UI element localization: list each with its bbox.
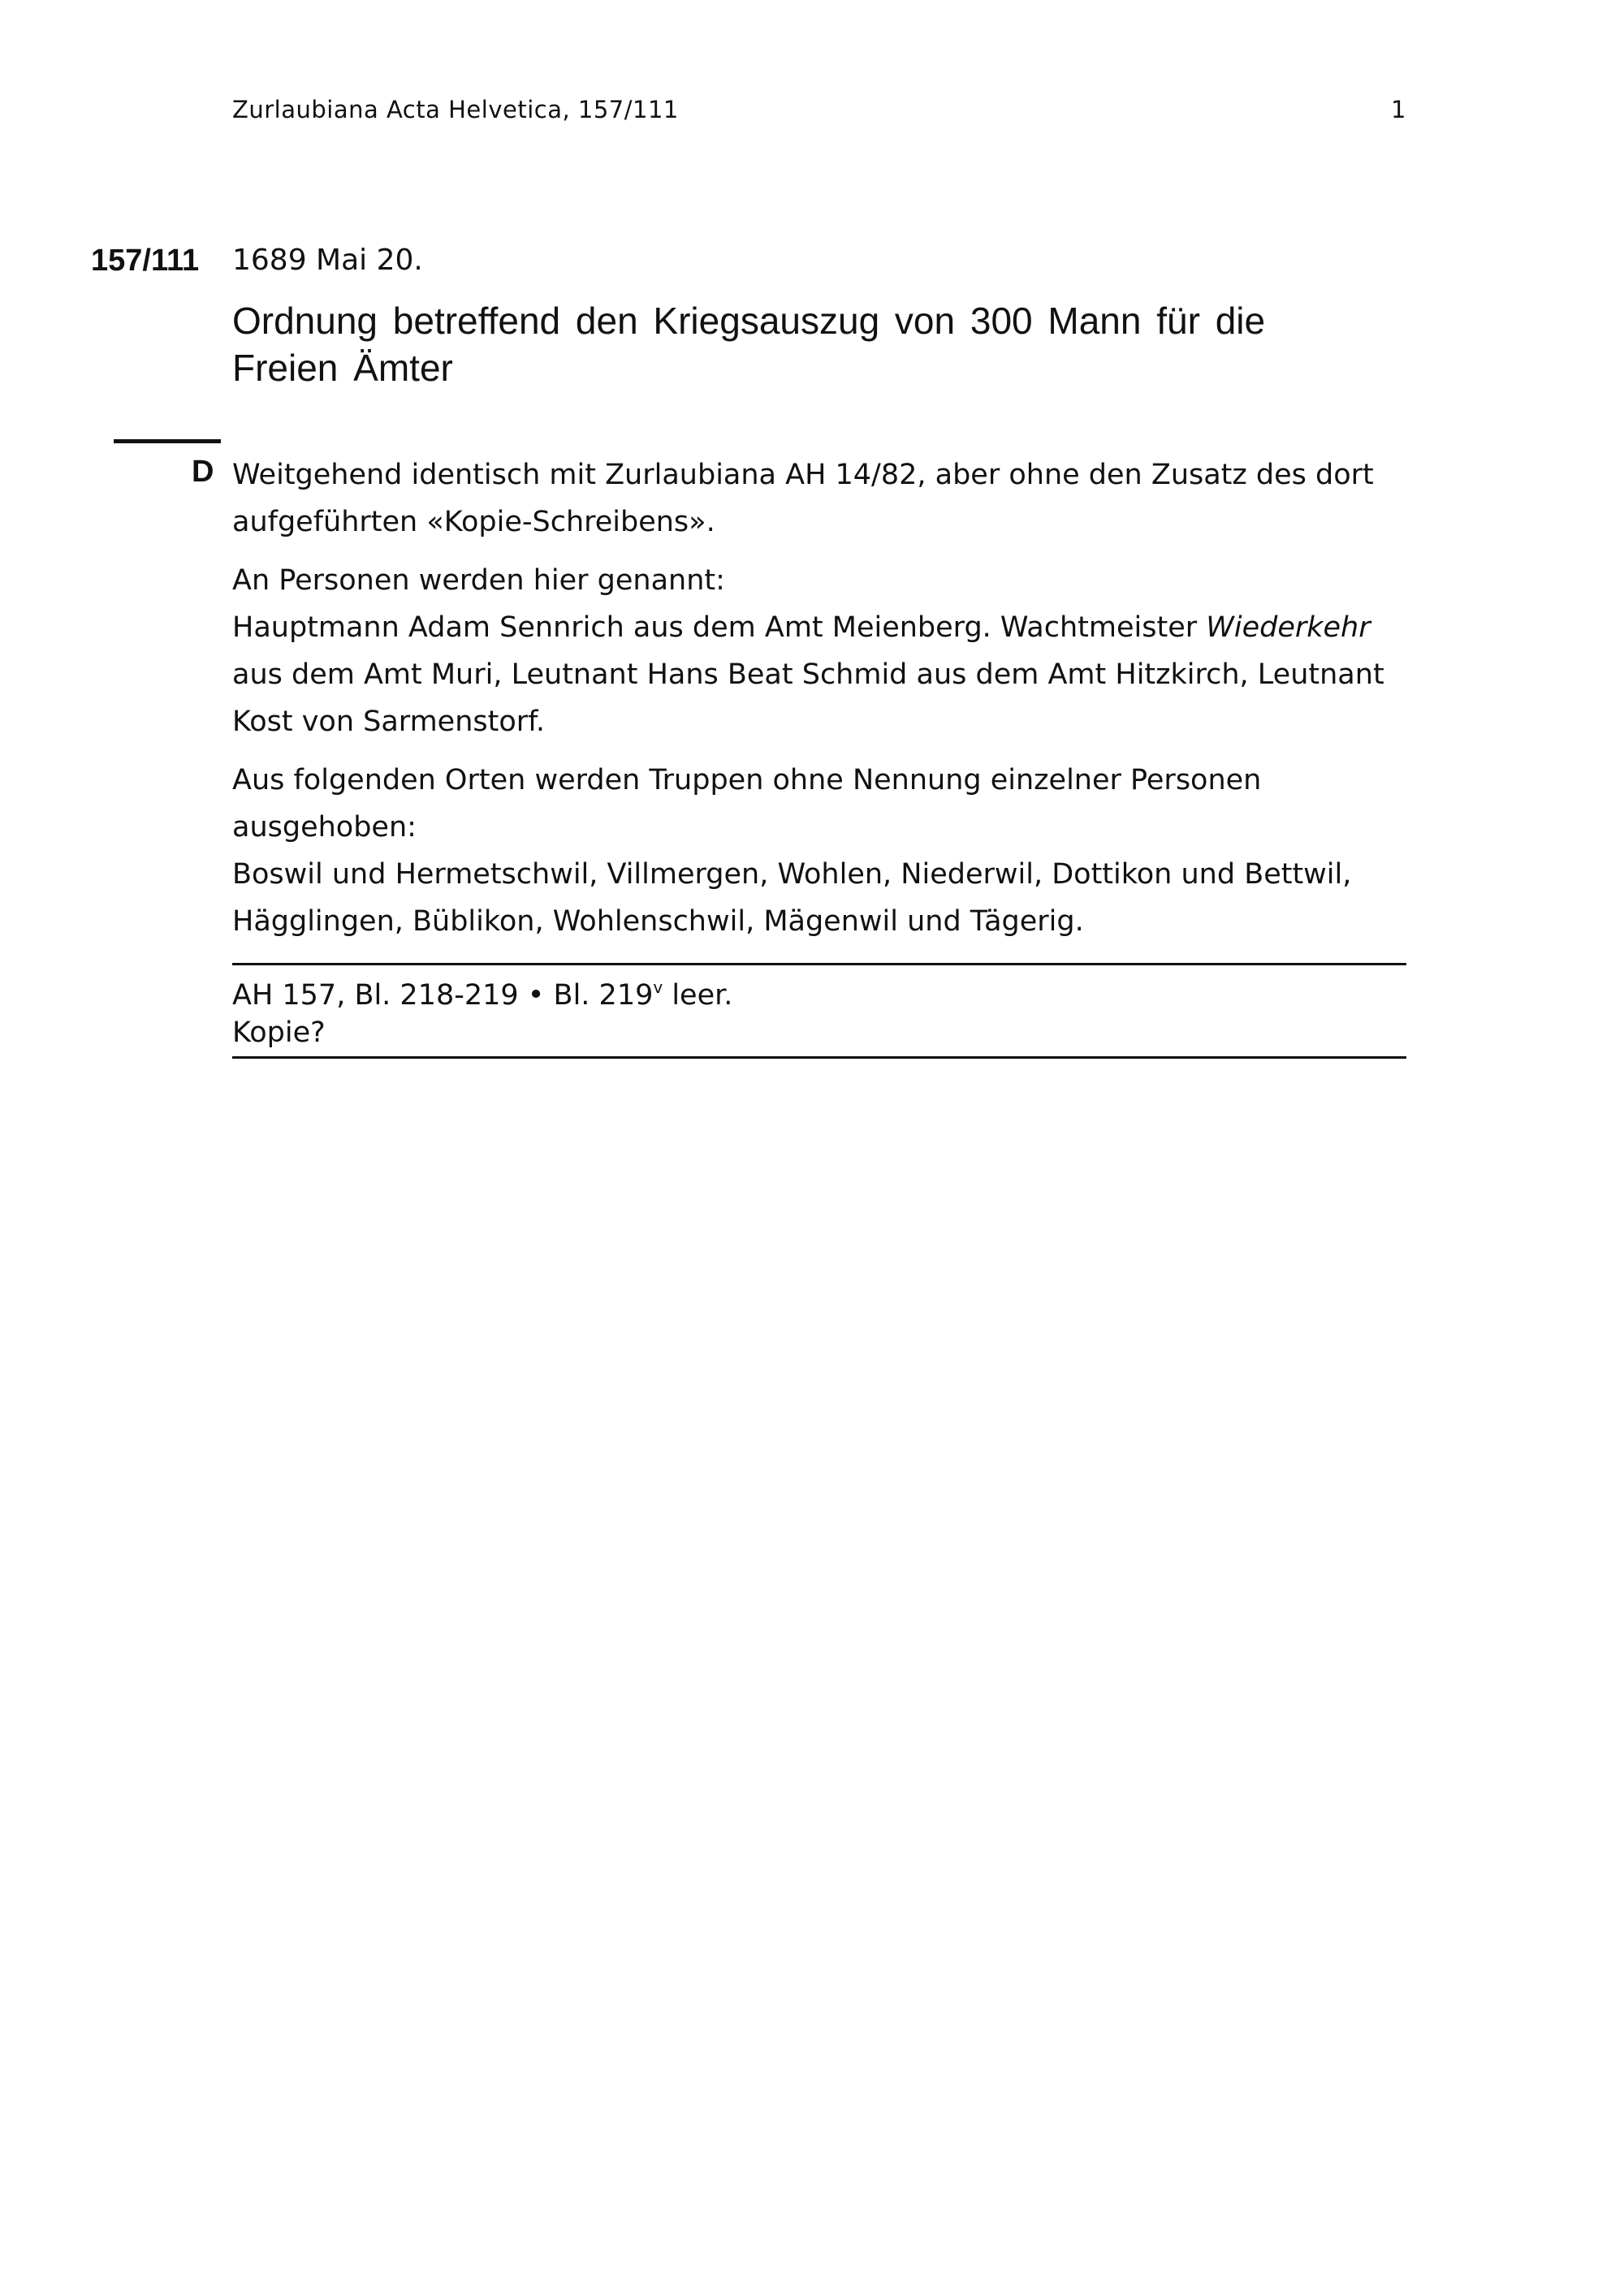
- document-number: [91, 244, 199, 278]
- persons-text-a: Hauptmann Adam Sennrich aus dem Amt Meienberg. Wachtmeister: [232, 611, 1207, 644]
- places-intro: Aus folgenden Orten werden Truppen ohne Nennung einzelner Personen ausgehoben:: [232, 764, 1262, 844]
- running-header: [232, 96, 1406, 128]
- document-date: 1689 Mai 20.: [232, 244, 423, 277]
- source-ref-a: AH 157, Bl. 218-219 • Bl. 219: [232, 979, 654, 1012]
- paragraph-places: [232, 757, 1418, 945]
- section-body: [232, 451, 1418, 956]
- source-ref-b: leer.: [663, 979, 733, 1012]
- source-note: Kopie?: [232, 1016, 326, 1049]
- persons-intro: An Personen werden hier genannt:: [232, 564, 725, 597]
- paragraph-identity: Weitgehend identisch mit Zurlaubiana AH 14/82, aber ohne den Zusatz des dort aufgeführten «Kopie-Schreibens».: [232, 459, 1374, 538]
- margin-rule: [114, 439, 221, 443]
- document-title: Ordnung betreffend den Kriegsauszug von 300 Mann für die Freien Ämter: [232, 300, 1266, 389]
- source-box: [232, 963, 1406, 1059]
- paragraph-persons: [232, 557, 1418, 745]
- persons-text-b: aus dem Amt Muri, Leutnant Hans Beat Schmid aus dem Amt Hitzkirch, Leutnant Kost von Sarmenstorf.: [232, 658, 1384, 738]
- running-title: Zurlaubiana Acta Helvetica, 157/111: [232, 96, 679, 123]
- source-reference: [232, 969, 1406, 1014]
- document-number-rest: /111: [142, 244, 200, 278]
- persons-italic-name: Wiederkehr: [1206, 611, 1371, 644]
- section-letter: D: [192, 455, 214, 489]
- page-number: 1: [1391, 96, 1406, 123]
- places-list: Boswil und Hermetschwil, Villmergen, Wohlen, Niederwil, Dottikon und Bettwil, Hägglingen, Büblikon, Wohlenschwil, Mägenwil und Tägerig.: [232, 858, 1352, 938]
- document-number-main: 157: [91, 244, 143, 278]
- source-ref-sup: v: [653, 978, 663, 997]
